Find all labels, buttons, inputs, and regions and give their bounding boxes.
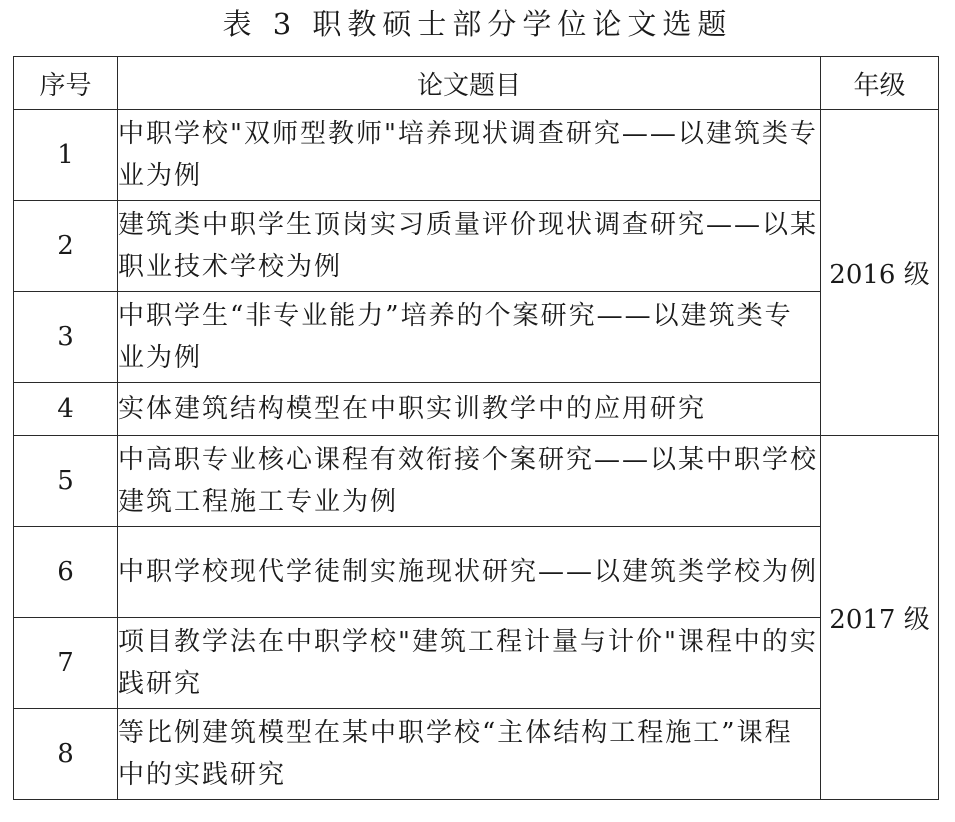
table-header-row bbox=[14, 57, 939, 110]
row-number: 3 bbox=[14, 292, 118, 383]
thesis-title: 中高职专业核心课程有效衔接个案研究——以某中职学校建筑工程施工专业为例 bbox=[118, 436, 821, 527]
table-row bbox=[14, 383, 939, 436]
thesis-title: 实体建筑结构模型在中职实训教学中的应用研究 bbox=[118, 383, 821, 436]
row-number: 4 bbox=[14, 383, 118, 436]
row-number: 2 bbox=[14, 201, 118, 292]
thesis-topics-table bbox=[13, 56, 939, 800]
table-row bbox=[14, 201, 939, 292]
table-row bbox=[14, 618, 939, 709]
table-row bbox=[14, 110, 939, 201]
grade-cell-2016: 2016 级 bbox=[821, 110, 939, 436]
thesis-title: 中职学生“非专业能力”培养的个案研究——以建筑类专业为例 bbox=[118, 292, 821, 383]
header-no: 序号 bbox=[14, 57, 118, 110]
header-title: 论文题目 bbox=[118, 57, 821, 110]
row-number: 8 bbox=[14, 709, 118, 800]
table-row bbox=[14, 709, 939, 800]
thesis-title: 等比例建筑模型在某中职学校“主体结构工程施工”课程中的实践研究 bbox=[118, 709, 821, 800]
grade-cell-2017: 2017 级 bbox=[821, 436, 939, 800]
row-number: 5 bbox=[14, 436, 118, 527]
thesis-title: 中职学校现代学徒制实施现状研究——以建筑类学校为例 bbox=[118, 527, 821, 618]
table-caption: 表 3 职教硕士部分学位论文选题 bbox=[222, 7, 733, 41]
row-number: 1 bbox=[14, 110, 118, 201]
thesis-title: 中职学校"双师型教师"培养现状调查研究——以建筑类专业为例 bbox=[118, 110, 821, 201]
thesis-title: 项目教学法在中职学校"建筑工程计量与计价"课程中的实践研究 bbox=[118, 618, 821, 709]
table-row bbox=[14, 436, 939, 527]
table-row bbox=[14, 527, 939, 618]
row-number: 6 bbox=[14, 527, 118, 618]
row-number: 7 bbox=[14, 618, 118, 709]
table-row bbox=[14, 292, 939, 383]
thesis-title: 建筑类中职学生顶岗实习质量评价现状调查研究——以某职业技术学校为例 bbox=[118, 201, 821, 292]
header-grade: 年级 bbox=[821, 57, 939, 110]
